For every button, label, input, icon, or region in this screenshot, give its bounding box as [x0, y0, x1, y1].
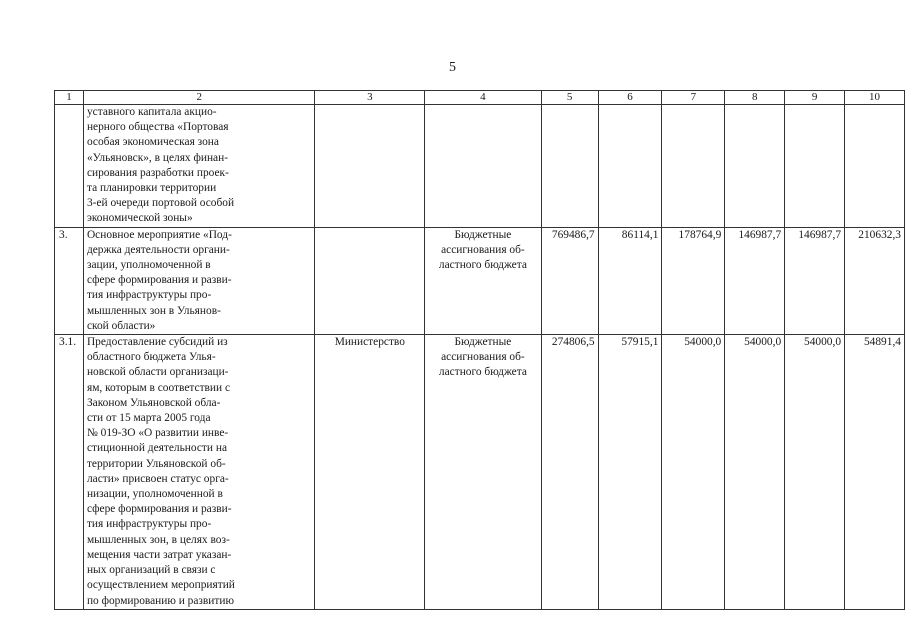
column-header: 3	[315, 91, 425, 105]
description-line: держка деятельности органи-	[86, 243, 230, 256]
row-executor: Министерство	[315, 335, 425, 610]
budget-table	[54, 90, 905, 610]
description-line: экономической зоны»	[86, 212, 193, 225]
description-line: ям, которым в соответствии с	[86, 381, 231, 394]
description-line: Законом Ульяновской обла-	[86, 396, 221, 409]
row-value: 146987,7	[725, 227, 785, 334]
column-header: 8	[725, 91, 785, 105]
row-value: 54000,0	[785, 335, 845, 610]
description-line: по формированию и развитию	[86, 594, 234, 607]
row-value	[662, 105, 725, 228]
description-line: уставного капитала акцио-	[86, 106, 217, 118]
table-row	[55, 335, 905, 610]
description-line: сирования разработки проек-	[86, 166, 229, 179]
description-line: тия инфраструктуры про-	[86, 518, 212, 531]
description-line: нерного общества «Портовая	[86, 121, 229, 134]
description-line: новской области организаци-	[86, 366, 229, 379]
table-row	[55, 227, 905, 334]
row-value: 54891,4	[845, 335, 905, 610]
row-number: 3.1.	[55, 335, 84, 610]
description-line: низации, уполномоченной в	[86, 488, 223, 501]
column-header: 6	[598, 91, 662, 105]
description-line: «Ульяновск», в целях финан-	[86, 151, 228, 164]
row-value: 54000,0	[725, 335, 785, 610]
row-value: 54000,0	[662, 335, 725, 610]
description-line: ласти» присвоен статус орга-	[86, 472, 229, 485]
row-number	[55, 105, 84, 228]
row-value: 274806,5	[541, 335, 598, 610]
description-line: сфере формирования и разви-	[86, 503, 232, 516]
description-line: мышленных зон в Ульянов-	[86, 304, 221, 317]
description-line: мышленных зон, в целях воз-	[86, 533, 230, 546]
page-number: 5	[449, 60, 456, 75]
row-value: 210632,3	[845, 227, 905, 334]
column-header: 9	[785, 91, 845, 105]
row-description	[83, 227, 315, 334]
description-line: та планировки территории	[86, 182, 217, 195]
column-header: 7	[662, 91, 725, 105]
description-line: областного бюджета Улья-	[86, 351, 216, 364]
description-line: мещения части затрат указан-	[86, 548, 232, 561]
description-line: сфере формирования и разви-	[86, 274, 232, 287]
row-value: 146987,7	[785, 227, 845, 334]
description-line: Предоставление субсидий из	[86, 336, 228, 349]
row-executor	[315, 227, 425, 334]
description-line: территории Ульяновской об-	[86, 457, 226, 470]
row-value: 86114,1	[598, 227, 662, 334]
description-line: № 019-ЗО «О развитии инве-	[86, 427, 229, 440]
row-value: 57915,1	[598, 335, 662, 610]
row-executor	[315, 105, 425, 228]
description-line: особая экономическая зона	[86, 136, 219, 149]
column-header: 1	[55, 91, 84, 105]
description-line: ской области»	[86, 319, 156, 332]
description-line: Основное мероприятие «Под-	[86, 228, 232, 241]
table-row	[55, 105, 905, 228]
row-description	[83, 105, 315, 228]
row-value	[725, 105, 785, 228]
description-line: ных организаций в связи с	[86, 564, 216, 577]
row-value	[785, 105, 845, 228]
description-line: зации, уполномоченной в	[86, 259, 211, 272]
description-line: тия инфраструктуры про-	[86, 289, 212, 302]
column-header: 2	[83, 91, 315, 105]
header-row	[55, 91, 905, 105]
description-line: сти от 15 марта 2005 года	[86, 412, 211, 425]
row-value	[598, 105, 662, 228]
column-header: 5	[541, 91, 598, 105]
row-description	[83, 335, 315, 610]
column-header: 10	[845, 91, 905, 105]
row-funding-source: Бюджетные ассигнования об-ластного бюджета	[425, 335, 542, 610]
row-funding-source: Бюджетные ассигнования об-ластного бюджета	[425, 227, 542, 334]
row-number: 3.	[55, 227, 84, 334]
row-value	[541, 105, 598, 228]
row-value: 178764,9	[662, 227, 725, 334]
description-line: 3-ей очереди портовой особой	[86, 197, 235, 210]
description-line: осуществлением мероприятий	[86, 579, 235, 592]
row-value: 769486,7	[541, 227, 598, 334]
column-header: 4	[425, 91, 542, 105]
row-funding-source	[425, 105, 542, 228]
description-line: стиционной деятельности на	[86, 442, 228, 455]
row-value	[845, 105, 905, 228]
